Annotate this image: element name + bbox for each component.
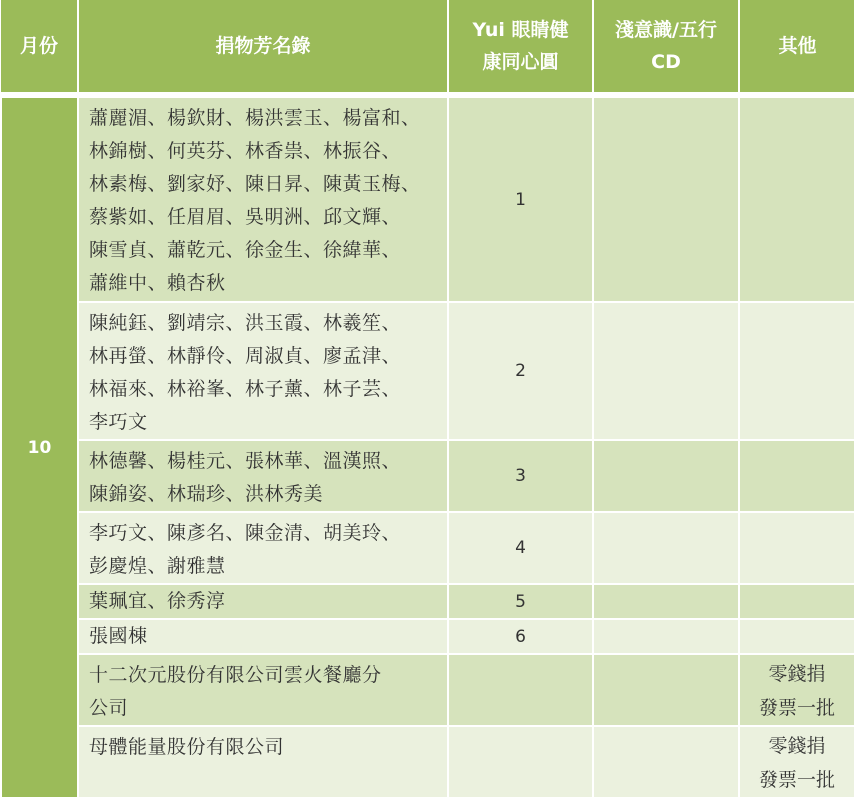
- other-line: 發票一批: [758, 697, 835, 719]
- names-cell: [78, 619, 448, 654]
- names-cell: [78, 726, 448, 798]
- header-yui: [448, 0, 593, 92]
- yui-cell: 3: [448, 440, 593, 512]
- names-cell: [78, 97, 448, 302]
- name-line: 彭慶煌、謝雅慧: [89, 555, 226, 577]
- yui-cell: 4: [448, 512, 593, 584]
- cd-cell: [593, 512, 739, 584]
- names-cell: [78, 584, 448, 619]
- name-line: 陳純鈺、劉靖宗、洪玉霞、林羲笙、: [89, 312, 402, 334]
- names-cell: [78, 302, 448, 440]
- name-line: 陳錦姿、林瑞珍、洪林秀美: [89, 483, 324, 505]
- header-cd: [593, 0, 739, 92]
- month-cell: 10: [1, 97, 78, 798]
- other-line: 發票一批: [758, 769, 835, 791]
- other-cell: [739, 302, 854, 440]
- header-cd-line1: 淺意識/五行: [615, 19, 717, 41]
- name-line: 李巧文: [89, 411, 148, 433]
- name-line: [89, 340, 437, 373]
- name-line: 葉珮宜、徐秀淳: [89, 590, 226, 612]
- cd-cell: [593, 619, 739, 654]
- yui-cell: 1: [448, 97, 593, 302]
- names-cell: [78, 512, 448, 584]
- yui-cell: [448, 654, 593, 726]
- cd-cell: [593, 97, 739, 302]
- name-line: 蕭麗湄、楊欽財、楊洪雲玉、楊富和、: [89, 107, 421, 129]
- names-cell: [78, 654, 448, 726]
- header-row: [1, 0, 854, 92]
- other-cell: [739, 512, 854, 584]
- header-cd-line2: CD: [651, 51, 681, 73]
- name-line: 母體能量股份有限公司: [89, 736, 285, 758]
- table-row: [1, 440, 854, 512]
- other-cell: [739, 440, 854, 512]
- table-row: [1, 619, 854, 654]
- cd-cell: [593, 440, 739, 512]
- header-other: 其他: [739, 0, 854, 92]
- name-line: 張國棟: [89, 625, 148, 647]
- yui-cell: 6: [448, 619, 593, 654]
- cd-cell: [593, 584, 739, 619]
- yui-cell: 2: [448, 302, 593, 440]
- other-line: 零錢捐: [768, 663, 826, 685]
- name-line: 林德馨、楊桂元、張林華、溫漢照、: [89, 450, 402, 472]
- name-line: 林素梅、劉家妤、陳日昇、陳黃玉梅、: [89, 173, 421, 195]
- name-line: 蕭維中、賴杏秋: [89, 272, 226, 294]
- table-row: [1, 654, 854, 726]
- table-row: [1, 726, 854, 798]
- yui-cell: 5: [448, 584, 593, 619]
- cd-cell: [593, 654, 739, 726]
- header-names: 捐物芳名錄: [78, 0, 448, 92]
- cd-cell: [593, 726, 739, 798]
- yui-cell: [448, 726, 593, 798]
- header-yui-line2: 康同心圓: [482, 51, 559, 73]
- other-line: 零錢捐: [768, 735, 826, 757]
- table-row: [1, 97, 854, 302]
- name-line: 蔡紫如、任眉眉、吳明洲、邱文輝、: [89, 206, 402, 228]
- table-row: [1, 302, 854, 440]
- name-text: 林再螢、林靜伶、周淑貞、廖孟津、: [89, 345, 402, 367]
- names-cell: [78, 440, 448, 512]
- other-cell: [739, 619, 854, 654]
- table-row: [1, 512, 854, 584]
- cd-cell: [593, 302, 739, 440]
- name-line: 十二次元股份有限公司雲火餐廳分: [89, 664, 382, 686]
- name-line: 公司: [89, 697, 129, 719]
- other-cell: [739, 726, 854, 798]
- other-cell: [739, 97, 854, 302]
- name-line: 林錦樹、何英芬、林香祟、林振谷、: [89, 140, 402, 162]
- header-yui-line1: Yui 眼睛健: [472, 19, 569, 41]
- header-month: 月份: [1, 0, 78, 92]
- table-row: [1, 584, 854, 619]
- name-line: 陳雪貞、蕭乾元、徐金生、徐緯華、: [89, 239, 402, 261]
- name-line: 林福來、林裕峯、林子薰、林子芸、: [89, 378, 402, 400]
- name-line: 李巧文、陳彥名、陳金清、胡美玲、: [89, 522, 402, 544]
- other-cell: [739, 584, 854, 619]
- other-cell: [739, 654, 854, 726]
